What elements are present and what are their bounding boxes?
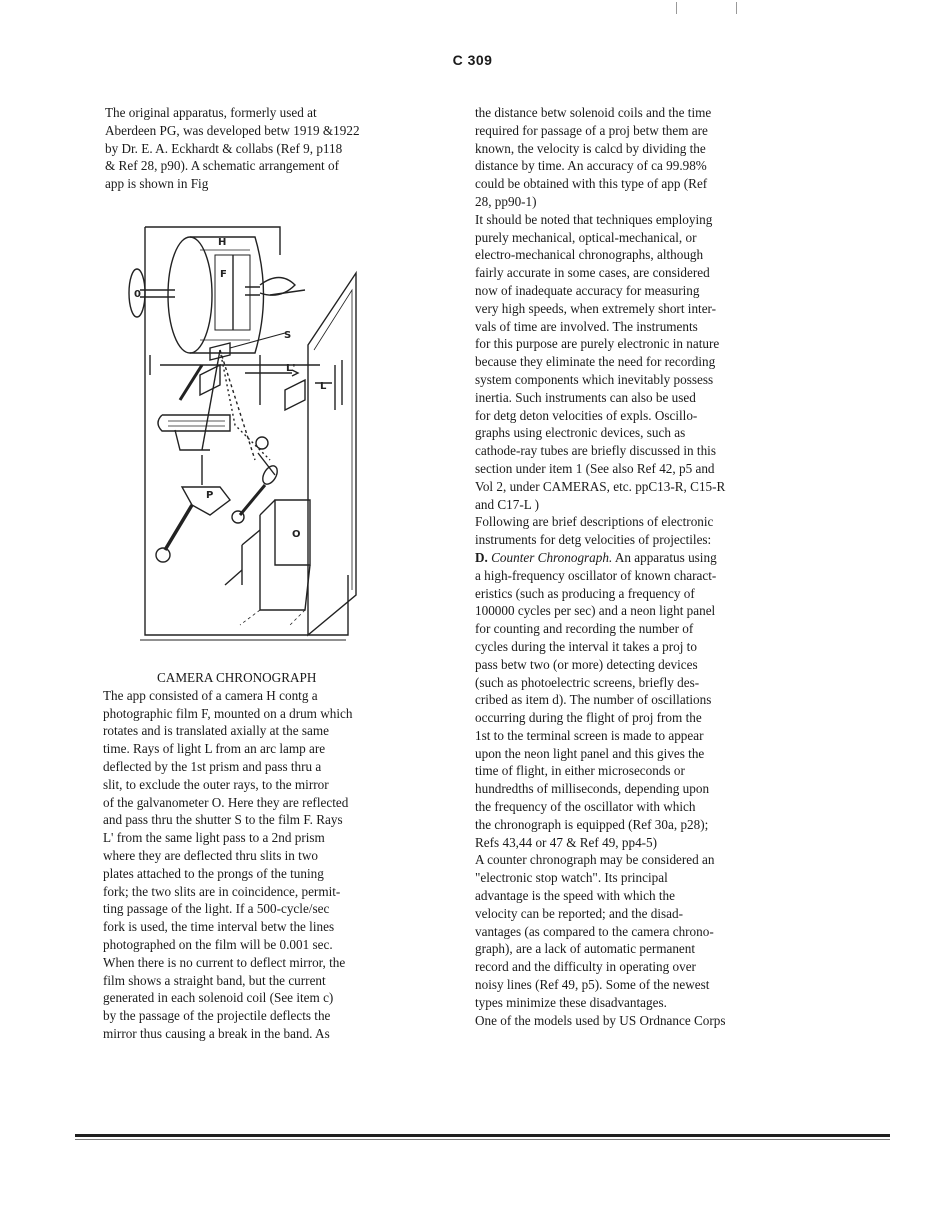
- text-line: section under item 1 (See also Ref 42, p5 and: [475, 460, 715, 476]
- text-line: & Ref 28, p90). A schematic arrangement of: [105, 158, 340, 174]
- text-line: and C17-L ): [475, 496, 539, 512]
- text-line: distance by time. An accuracy of ca 99.98%: [475, 158, 707, 174]
- page-number: C 309: [452, 52, 493, 68]
- text-line: pass betw two (or more) detecting devices: [475, 656, 698, 672]
- text-line: 1st to the terminal screen is made to appear: [475, 727, 704, 743]
- text-line: Aberdeen PG, was developed betw 1919 &1922: [105, 122, 360, 138]
- scan-mark: [676, 2, 677, 14]
- camera-chronograph-figure: [120, 215, 360, 650]
- text-line: system components which inevitably possess: [475, 371, 714, 387]
- text-line: could be obtained with this type of app (Ref: [475, 176, 708, 192]
- text-line: hundredths of milliseconds, depending upon: [475, 781, 710, 797]
- label-drum-end: 0: [134, 289, 141, 300]
- text-line: It should be noted that techniques employing: [475, 211, 713, 227]
- text-line: a high-frequency oscillator of known charact-: [475, 567, 717, 583]
- text-line: the distance betw solenoid coils and the time: [475, 105, 712, 120]
- text-line: for detg deton velocities of expls. Oscillo-: [475, 407, 698, 423]
- text-line: inertia. Such instruments can also be used: [475, 389, 696, 405]
- text-line: mirror thus causing a break in the band. As: [103, 1025, 330, 1041]
- text-line: photographed on the film will be 0.001 sec.: [103, 936, 333, 952]
- text-line: occurring during the flight of proj from the: [475, 710, 702, 726]
- text-line: now of inadequate accuracy for measuring: [475, 282, 700, 298]
- text-line: film shows a straight band, but the current: [103, 972, 326, 988]
- item-d-title: Counter Chronograph.: [491, 549, 613, 565]
- text-line: Following are brief descriptions of electronic: [475, 514, 714, 530]
- text-line: fairly accurate in some cases, are considered: [475, 265, 710, 281]
- text-line: One of the models used by US Ordnance Corps: [475, 1012, 726, 1028]
- text-line: The app consisted of a camera H contg a: [103, 687, 318, 703]
- text-line: graphs using electronic devices, such as: [475, 425, 686, 441]
- text-line: Vol 2, under CAMERAS, etc. ppC13-R, C15-R: [475, 478, 726, 494]
- left-column-top-paragraph: [105, 104, 360, 193]
- label-l-prime: L': [286, 363, 296, 374]
- text-line: fork is used, the time interval betw the lines: [103, 919, 335, 935]
- text-line: velocity can be reported; and the disad-: [475, 905, 683, 921]
- item-d-letter: D.: [475, 549, 488, 565]
- footer-rule: [75, 1134, 890, 1137]
- text-line: for this purpose are purely electronic in nature: [475, 336, 720, 352]
- text-line: Refs 43,44 or 47 & Ref 49, pp4-5): [475, 834, 658, 850]
- label-h: H: [218, 237, 227, 248]
- text-line: electro-mechanical chronographs, although: [475, 247, 704, 263]
- text-line: of the galvanometer O. Here they are reflected: [103, 794, 349, 810]
- left-column-bottom-paragraph: [103, 669, 352, 1043]
- text-line: cathode-ray tubes are briefly discussed in this: [475, 443, 716, 459]
- text-line: vantages (as compared to the camera chrono-: [475, 923, 714, 939]
- text-line: app is shown in Fig: [105, 176, 209, 192]
- figure-caption: CAMERA CHRONOGRAPH: [157, 670, 317, 685]
- text-line: purely mechanical, optical-mechanical, or: [475, 229, 697, 245]
- text-line: vals of time are involved. The instruments: [475, 318, 698, 334]
- text-line: "electronic stop watch". Its principal: [475, 870, 668, 886]
- label-p: P: [206, 490, 214, 501]
- text-line: The original apparatus, formerly used at: [105, 105, 317, 120]
- text-line: cycles during the interval it takes a proj to: [475, 638, 697, 654]
- text-line: advantage is the speed with which the: [475, 888, 675, 904]
- text-line: plates attached to the prongs of the tuning: [103, 865, 324, 881]
- item-d-text: An apparatus using: [614, 549, 717, 565]
- text-line: time of flight, in either microseconds or: [475, 763, 685, 779]
- label-f: F: [220, 269, 227, 280]
- text-line: upon the neon light panel and this gives the: [475, 745, 705, 761]
- text-line: instruments for detg velocities of projectiles:: [475, 532, 712, 548]
- text-line: graph), are a lack of automatic permanent: [475, 941, 696, 957]
- text-line: where they are deflected thru slits in two: [103, 847, 318, 863]
- text-line: and pass thru the shutter S to the film F. Rays: [103, 812, 343, 828]
- camera-chronograph-diagram: [120, 215, 360, 650]
- right-column-text: [475, 104, 726, 1029]
- text-line: 28, pp90-1): [475, 193, 537, 209]
- label-l: L: [320, 381, 327, 392]
- text-line: record and the difficulty in operating over: [475, 959, 696, 975]
- footer-rule-thin: [75, 1139, 890, 1140]
- text-line: required for passage of a proj betw them are: [475, 122, 708, 138]
- text-line: 100000 cycles per sec) and a neon light panel: [475, 603, 716, 619]
- text-line: noisy lines (Ref 49, p5). Some of the newest: [475, 977, 710, 993]
- label-o: O: [292, 529, 301, 540]
- text-line: types minimize these disadvantages.: [475, 994, 667, 1010]
- label-s: S: [284, 330, 292, 341]
- text-line: the chronograph is equipped (Ref 30a, p28);: [475, 816, 709, 832]
- text-line: by the passage of the projectile deflects the: [103, 1008, 331, 1024]
- text-line: very high speeds, when extremely short inter-: [475, 300, 717, 316]
- text-line: When there is no current to deflect mirror, the: [103, 954, 346, 970]
- text-line: photographic film F, mounted on a drum which: [103, 705, 353, 721]
- scan-mark: [736, 2, 737, 14]
- text-line: cribed as item d). The number of oscillations: [475, 692, 712, 708]
- text-line: deflected by the 1st prism and pass thru a: [103, 758, 322, 774]
- text-line: the frequency of the oscillator with which: [475, 799, 696, 815]
- text-line: slit, to exclude the outer rays, to the mirror: [103, 776, 329, 792]
- text-line: time. Rays of light L from an arc lamp are: [103, 741, 326, 757]
- item-d-heading: [475, 549, 726, 567]
- text-line: known, the velocity is calcd by dividing the: [475, 140, 706, 156]
- text-line: because they eliminate the need for recording: [475, 354, 716, 370]
- text-line: fork; the two slits are in coincidence, permit-: [103, 883, 341, 899]
- text-line: by Dr. E. A. Eckhardt & collabs (Ref 9, p118: [105, 140, 343, 156]
- text-line: generated in each solenoid coil (See item c): [103, 990, 334, 1006]
- text-line: A counter chronograph may be considered an: [475, 852, 715, 868]
- text-line: eristics (such as producing a frequency of: [475, 585, 695, 601]
- text-line: ting passage of the light. If a 500-cycle/sec: [103, 901, 330, 917]
- text-line: (such as photoelectric screens, briefly des-: [475, 674, 700, 690]
- text-line: rotates and is translated axially at the same: [103, 723, 329, 739]
- text-line: for counting and recording the number of: [475, 621, 694, 637]
- text-line: L' from the same light pass to a 2nd prism: [103, 830, 325, 846]
